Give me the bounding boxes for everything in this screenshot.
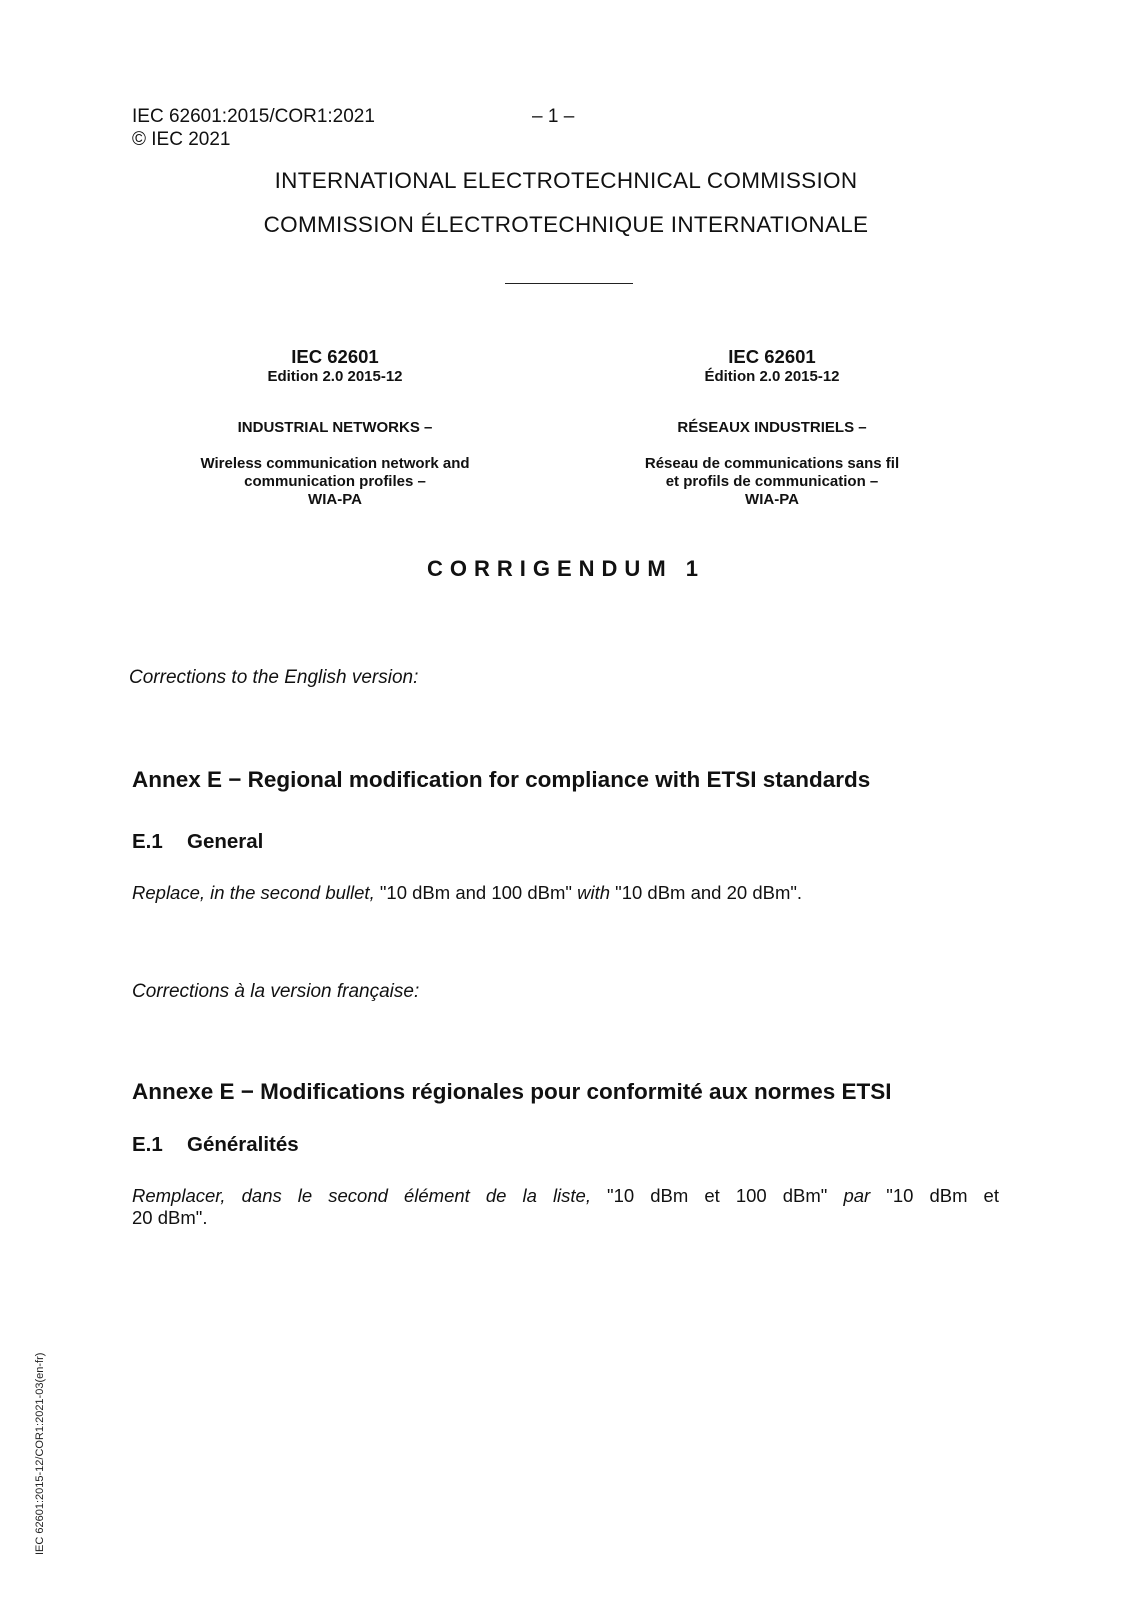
quote-old-en: "10 dBm and 100 dBm" xyxy=(374,882,578,903)
title-main-en: INDUSTRIAL NETWORKS – xyxy=(237,419,433,436)
standard-block-fr xyxy=(607,346,937,509)
french-intro: Corrections à la version française: xyxy=(132,981,420,1002)
title-divider xyxy=(505,283,633,284)
copyright-notice: © IEC 2021 xyxy=(132,129,231,150)
quote-new-fr: "10 dBm et xyxy=(870,1185,999,1206)
clause-number-en: E.1 xyxy=(132,830,163,853)
page-number: – 1 – xyxy=(532,106,575,127)
english-intro: Corrections to the English version: xyxy=(129,667,419,688)
corrigendum-title: CORRIGENDUM 1 xyxy=(426,556,705,581)
annex-heading-en: Annex E − Regional modification for compliance with ETSI standards xyxy=(132,767,871,792)
instruction-par-fr: par xyxy=(843,1185,871,1206)
clause-heading-en xyxy=(132,830,263,854)
quote-new-en: "10 dBm and 20 dBm". xyxy=(610,882,803,903)
standard-number-fr: IEC 62601 xyxy=(728,346,816,367)
clause-heading-fr xyxy=(132,1133,299,1157)
edition-fr: Édition 2.0 2015-12 xyxy=(704,368,840,385)
instruction-text-en: Replace, in the second bullet, xyxy=(132,882,375,903)
clause-title-en: General xyxy=(187,830,264,853)
organization-name-fr: COMMISSION ÉLECTROTECHNIQUE INTERNATIONALE xyxy=(263,212,869,237)
clause-title-fr: Généralités xyxy=(187,1133,299,1156)
correction-paragraph-fr-line1 xyxy=(132,1185,999,1207)
quote-old-fr: "10 dBm et 100 dBm" xyxy=(590,1185,844,1206)
correction-paragraph-fr-line2: 20 dBm". xyxy=(132,1207,208,1228)
annex-heading-fr: Annexe E − Modifications régionales pour conformité aux normes ETSI xyxy=(132,1079,892,1104)
clause-number-fr: E.1 xyxy=(132,1133,163,1156)
correction-paragraph-en xyxy=(132,882,802,904)
edition-en: Edition 2.0 2015-12 xyxy=(267,368,403,385)
side-document-code: IEC 62601:2015-12/COR1:2021-03(en-fr) xyxy=(34,1352,46,1555)
instruction-with-en: with xyxy=(577,882,610,903)
title-sub-fr: Réseau de communications sans fil et profils de communication – WIA-PA xyxy=(644,455,900,508)
organization-name-en: INTERNATIONAL ELECTROTECHNICAL COMMISSION xyxy=(274,168,858,193)
title-sub-en: Wireless communication network and communication profiles – WIA-PA xyxy=(200,455,470,508)
title-main-fr: RÉSEAUX INDUSTRIELS – xyxy=(677,419,867,436)
document-reference: IEC 62601:2015/COR1:2021 xyxy=(132,106,375,127)
instruction-text-fr: Remplacer, dans le second élément de la liste, xyxy=(132,1185,591,1206)
standard-number-en: IEC 62601 xyxy=(291,346,379,367)
standard-block-en xyxy=(170,346,500,509)
